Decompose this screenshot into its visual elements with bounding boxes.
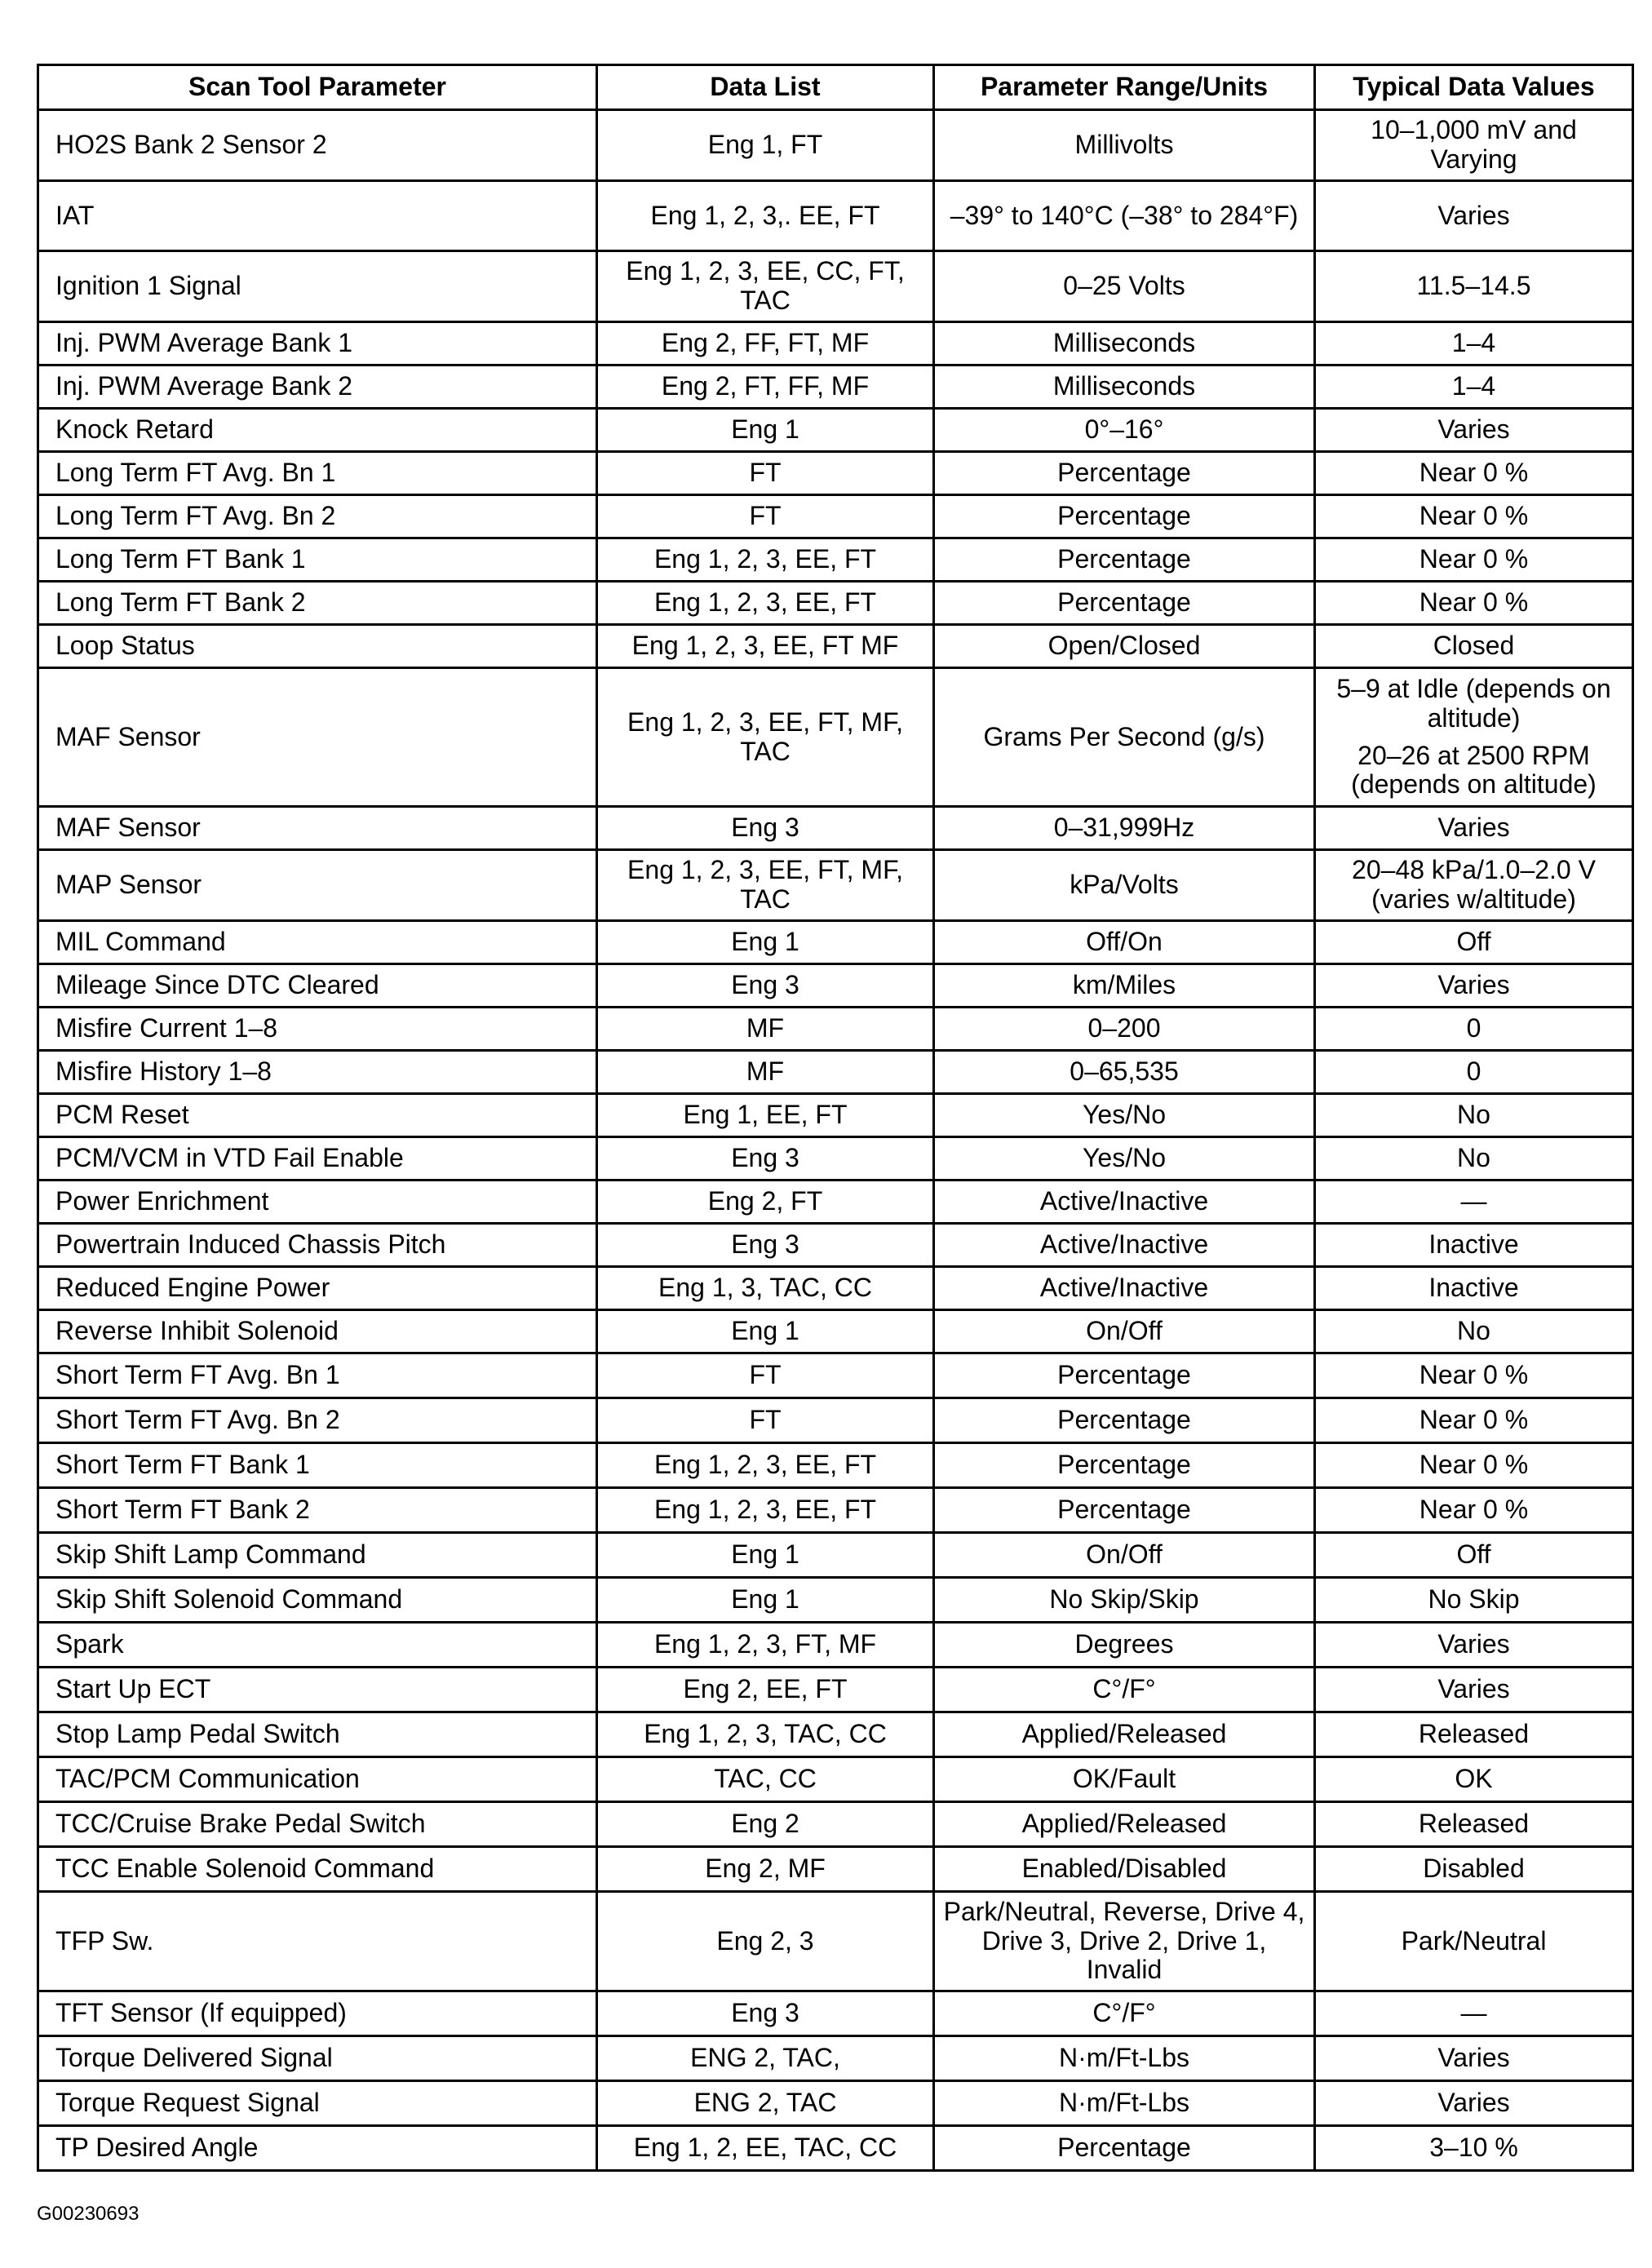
- cell-typical-values: No: [1315, 1094, 1633, 1137]
- cell-range-units: Active/Inactive: [934, 1267, 1315, 1310]
- figure-code: G00230693: [37, 2203, 140, 2225]
- cell-data-list: ENG 2, TAC,: [597, 2036, 934, 2081]
- cell-data-list: TAC, CC: [597, 1757, 934, 1802]
- table-row: [38, 1267, 1633, 1310]
- table-row: [38, 2081, 1633, 2126]
- cell-typical-values: Released: [1315, 1802, 1633, 1847]
- cell-typical-values: 20–48 kPa/1.0–2.0 V (varies w/altitude): [1315, 850, 1633, 921]
- cell-parameter: Inj. PWM Average Bank 2: [38, 365, 597, 409]
- cell-parameter: HO2S Bank 2 Sensor 2: [38, 110, 597, 181]
- cell-parameter: Reduced Engine Power: [38, 1267, 597, 1310]
- table-row: [38, 1712, 1633, 1757]
- cell-data-list: Eng 1, 3, TAC, CC: [597, 1267, 934, 1310]
- table-row: [38, 452, 1633, 495]
- table-row: [38, 1310, 1633, 1353]
- table-row: [38, 2126, 1633, 2171]
- cell-data-list: Eng 1, 2, 3, EE, FT: [597, 1443, 934, 1488]
- cell-range-units: N·m/Ft-Lbs: [934, 2036, 1315, 2081]
- cell-parameter: Torque Request Signal: [38, 2081, 597, 2126]
- cell-parameter: Loop Status: [38, 625, 597, 668]
- cell-typical-values: Varies: [1315, 807, 1633, 850]
- cell-parameter: Power Enrichment: [38, 1181, 597, 1224]
- table-row: [38, 1991, 1633, 2036]
- cell-range-units: Percentage: [934, 1353, 1315, 1398]
- table-row: [38, 409, 1633, 452]
- cell-typical-values: 0: [1315, 1051, 1633, 1094]
- header-row: [38, 65, 1633, 110]
- cell-parameter: Long Term FT Avg. Bn 2: [38, 495, 597, 538]
- cell-data-list: Eng 2: [597, 1802, 934, 1847]
- typical-value-line: 5–9 at Idle (depends on altitude): [1336, 673, 1611, 733]
- cell-typical-values: 3–10 %: [1315, 2126, 1633, 2171]
- cell-range-units: Percentage: [934, 1398, 1315, 1443]
- cell-range-units: 0–25 Volts: [934, 251, 1315, 322]
- cell-range-units: Percentage: [934, 538, 1315, 582]
- cell-typical-values: Released: [1315, 1712, 1633, 1757]
- cell-range-units: Yes/No: [934, 1137, 1315, 1181]
- cell-data-list: Eng 1, 2, 3, EE, FT, MF, TAC: [597, 850, 934, 921]
- table-row: [38, 625, 1633, 668]
- cell-parameter: MAP Sensor: [38, 850, 597, 921]
- cell-typical-values: Varies: [1315, 1668, 1633, 1712]
- cell-range-units: Grams Per Second (g/s): [934, 668, 1315, 807]
- cell-data-list: Eng 1, 2, 3, EE, FT: [597, 538, 934, 582]
- cell-data-list: Eng 3: [597, 1991, 934, 2036]
- cell-typical-values: Near 0 %: [1315, 1488, 1633, 1533]
- cell-typical-values: [1315, 668, 1633, 807]
- cell-parameter: MAF Sensor: [38, 807, 597, 850]
- cell-parameter: Skip Shift Lamp Command: [38, 1533, 597, 1578]
- cell-range-units: Off/On: [934, 921, 1315, 964]
- cell-typical-values: 1–4: [1315, 365, 1633, 409]
- table-body: [38, 110, 1633, 2171]
- cell-parameter: TP Desired Angle: [38, 2126, 597, 2171]
- cell-data-list: Eng 1, 2, 3, TAC, CC: [597, 1712, 934, 1757]
- cell-data-list: Eng 2, FT: [597, 1181, 934, 1224]
- table-row: [38, 181, 1633, 251]
- cell-parameter: TFT Sensor (If equipped): [38, 1991, 597, 2036]
- table-row: [38, 1802, 1633, 1847]
- cell-data-list: Eng 1, 2, 3, EE, FT: [597, 1488, 934, 1533]
- typical-value-line: 20–26 at 2500 RPM (depends on altitude): [1351, 740, 1597, 800]
- table-row: [38, 1443, 1633, 1488]
- cell-parameter: Ignition 1 Signal: [38, 251, 597, 322]
- cell-range-units: Percentage: [934, 452, 1315, 495]
- table-row: [38, 1094, 1633, 1137]
- cell-parameter: Long Term FT Bank 2: [38, 582, 597, 625]
- cell-parameter: Inj. PWM Average Bank 1: [38, 322, 597, 365]
- cell-parameter: TAC/PCM Communication: [38, 1757, 597, 1802]
- cell-range-units: C°/F°: [934, 1991, 1315, 2036]
- cell-data-list: Eng 2, 3: [597, 1892, 934, 1991]
- cell-typical-values: OK: [1315, 1757, 1633, 1802]
- cell-typical-values: Varies: [1315, 409, 1633, 452]
- table-row: [38, 1224, 1633, 1267]
- cell-data-list: Eng 2, MF: [597, 1847, 934, 1892]
- cell-parameter: Short Term FT Avg. Bn 2: [38, 1398, 597, 1443]
- table-row: [38, 1008, 1633, 1051]
- table-row: [38, 495, 1633, 538]
- table-row: [38, 1757, 1633, 1802]
- cell-data-list: Eng 3: [597, 1224, 934, 1267]
- cell-data-list: FT: [597, 1353, 934, 1398]
- cell-range-units: Enabled/Disabled: [934, 1847, 1315, 1892]
- table-row: [38, 1668, 1633, 1712]
- cell-range-units: Millivolts: [934, 110, 1315, 181]
- cell-typical-values: Varies: [1315, 181, 1633, 251]
- cell-typical-values: Inactive: [1315, 1267, 1633, 1310]
- cell-data-list: Eng 2, FT, FF, MF: [597, 365, 934, 409]
- table-row: [38, 365, 1633, 409]
- cell-data-list: Eng 2, EE, FT: [597, 1668, 934, 1712]
- table-row: [38, 538, 1633, 582]
- cell-range-units: Degrees: [934, 1623, 1315, 1668]
- cell-parameter: Short Term FT Bank 2: [38, 1488, 597, 1533]
- cell-range-units: –39° to 140°C (–38° to 284°F): [934, 181, 1315, 251]
- cell-typical-values: No: [1315, 1137, 1633, 1181]
- cell-data-list: Eng 3: [597, 964, 934, 1008]
- cell-parameter: Short Term FT Avg. Bn 1: [38, 1353, 597, 1398]
- cell-range-units: Yes/No: [934, 1094, 1315, 1137]
- cell-parameter: PCM/VCM in VTD Fail Enable: [38, 1137, 597, 1181]
- cell-range-units: C°/F°: [934, 1668, 1315, 1712]
- cell-data-list: FT: [597, 495, 934, 538]
- cell-parameter: Powertrain Induced Chassis Pitch: [38, 1224, 597, 1267]
- cell-typical-values: Varies: [1315, 2036, 1633, 2081]
- cell-typical-values: Near 0 %: [1315, 495, 1633, 538]
- cell-typical-values: —: [1315, 1181, 1633, 1224]
- cell-parameter: Start Up ECT: [38, 1668, 597, 1712]
- cell-parameter: Reverse Inhibit Solenoid: [38, 1310, 597, 1353]
- cell-data-list: MF: [597, 1008, 934, 1051]
- cell-range-units: Open/Closed: [934, 625, 1315, 668]
- cell-data-list: Eng 1: [597, 1533, 934, 1578]
- table-row: [38, 582, 1633, 625]
- table-row: [38, 964, 1633, 1008]
- cell-parameter: Torque Delivered Signal: [38, 2036, 597, 2081]
- cell-range-units: OK/Fault: [934, 1757, 1315, 1802]
- cell-typical-values: Near 0 %: [1315, 1353, 1633, 1398]
- cell-range-units: 0–200: [934, 1008, 1315, 1051]
- cell-range-units: Park/Neutral, Reverse, Drive 4, Drive 3, Drive 2, Drive 1, Invalid: [934, 1892, 1315, 1991]
- cell-parameter: MAF Sensor: [38, 668, 597, 807]
- cell-typical-values: 10–1,000 mV and Varying: [1315, 110, 1633, 181]
- cell-range-units: Percentage: [934, 2126, 1315, 2171]
- cell-range-units: On/Off: [934, 1533, 1315, 1578]
- table-row: [38, 1398, 1633, 1443]
- cell-parameter: Short Term FT Bank 1: [38, 1443, 597, 1488]
- cell-data-list: Eng 1, 2, 3, EE, FT: [597, 582, 934, 625]
- cell-range-units: Percentage: [934, 1488, 1315, 1533]
- cell-parameter: Long Term FT Avg. Bn 1: [38, 452, 597, 495]
- cell-typical-values: 0: [1315, 1008, 1633, 1051]
- header-data-list: Data List: [597, 65, 934, 110]
- cell-data-list: FT: [597, 452, 934, 495]
- cell-typical-values: Varies: [1315, 1623, 1633, 1668]
- cell-range-units: Active/Inactive: [934, 1224, 1315, 1267]
- cell-parameter: Spark: [38, 1623, 597, 1668]
- table-row: [38, 1892, 1633, 1991]
- cell-data-list: FT: [597, 1398, 934, 1443]
- cell-data-list: Eng 1, 2, 3, EE, FT MF: [597, 625, 934, 668]
- cell-typical-values: Off: [1315, 921, 1633, 964]
- cell-typical-values: 11.5–14.5: [1315, 251, 1633, 322]
- cell-typical-values: Disabled: [1315, 1847, 1633, 1892]
- cell-data-list: Eng 1: [597, 1310, 934, 1353]
- cell-range-units: Percentage: [934, 582, 1315, 625]
- table-row: [38, 850, 1633, 921]
- table-row: [38, 1137, 1633, 1181]
- cell-parameter: TCC/Cruise Brake Pedal Switch: [38, 1802, 597, 1847]
- cell-typical-values: Inactive: [1315, 1224, 1633, 1267]
- table-row: [38, 1623, 1633, 1668]
- header-scan-tool-parameter: Scan Tool Parameter: [38, 65, 597, 110]
- cell-typical-values: Near 0 %: [1315, 452, 1633, 495]
- cell-typical-values: —: [1315, 1991, 1633, 2036]
- cell-typical-values: Closed: [1315, 625, 1633, 668]
- cell-parameter: TCC Enable Solenoid Command: [38, 1847, 597, 1892]
- cell-data-list: Eng 1, 2, EE, TAC, CC: [597, 2126, 934, 2171]
- cell-data-list: Eng 1, 2, 3, EE, FT, MF, TAC: [597, 668, 934, 807]
- cell-typical-values: Near 0 %: [1315, 1443, 1633, 1488]
- cell-data-list: Eng 1, 2, 3, FT, MF: [597, 1623, 934, 1668]
- cell-typical-values: Varies: [1315, 964, 1633, 1008]
- cell-typical-values: Near 0 %: [1315, 582, 1633, 625]
- cell-data-list: Eng 1: [597, 409, 934, 452]
- cell-parameter: Mileage Since DTC Cleared: [38, 964, 597, 1008]
- table-row: [38, 2036, 1633, 2081]
- cell-data-list: Eng 1: [597, 921, 934, 964]
- cell-data-list: ENG 2, TAC: [597, 2081, 934, 2126]
- cell-data-list: Eng 2, FF, FT, MF: [597, 322, 934, 365]
- cell-parameter: Long Term FT Bank 1: [38, 538, 597, 582]
- table-row: [38, 1847, 1633, 1892]
- cell-range-units: Milliseconds: [934, 322, 1315, 365]
- cell-range-units: Percentage: [934, 1443, 1315, 1488]
- cell-range-units: Active/Inactive: [934, 1181, 1315, 1224]
- cell-parameter: PCM Reset: [38, 1094, 597, 1137]
- table-row: [38, 322, 1633, 365]
- cell-parameter: Stop Lamp Pedal Switch: [38, 1712, 597, 1757]
- cell-range-units: N·m/Ft-Lbs: [934, 2081, 1315, 2126]
- cell-typical-values: No: [1315, 1310, 1633, 1353]
- table-row: [38, 1578, 1633, 1623]
- cell-data-list: Eng 3: [597, 1137, 934, 1181]
- cell-data-list: Eng 1, FT: [597, 110, 934, 181]
- cell-data-list: Eng 1, 2, 3,. EE, FT: [597, 181, 934, 251]
- cell-typical-values: Near 0 %: [1315, 538, 1633, 582]
- cell-data-list: MF: [597, 1051, 934, 1094]
- cell-parameter: Misfire History 1–8: [38, 1051, 597, 1094]
- cell-typical-values: 1–4: [1315, 322, 1633, 365]
- cell-range-units: km/Miles: [934, 964, 1315, 1008]
- cell-typical-values: No Skip: [1315, 1578, 1633, 1623]
- cell-range-units: 0–31,999Hz: [934, 807, 1315, 850]
- cell-parameter: Skip Shift Solenoid Command: [38, 1578, 597, 1623]
- cell-typical-values: Off: [1315, 1533, 1633, 1578]
- cell-parameter: MIL Command: [38, 921, 597, 964]
- cell-parameter: Knock Retard: [38, 409, 597, 452]
- cell-parameter: TFP Sw.: [38, 1892, 597, 1991]
- cell-range-units: On/Off: [934, 1310, 1315, 1353]
- cell-range-units: 0–65,535: [934, 1051, 1315, 1094]
- table-row: [38, 1181, 1633, 1224]
- header-typical-data-values: Typical Data Values: [1315, 65, 1633, 110]
- cell-range-units: kPa/Volts: [934, 850, 1315, 921]
- cell-data-list: Eng 3: [597, 807, 934, 850]
- table-row: [38, 1051, 1633, 1094]
- cell-typical-values: Varies: [1315, 2081, 1633, 2126]
- cell-typical-values: Near 0 %: [1315, 1398, 1633, 1443]
- cell-range-units: Applied/Released: [934, 1802, 1315, 1847]
- table-row: [38, 668, 1633, 807]
- cell-data-list: Eng 1, 2, 3, EE, CC, FT, TAC: [597, 251, 934, 322]
- cell-data-list: Eng 1, EE, FT: [597, 1094, 934, 1137]
- cell-data-list: Eng 1: [597, 1578, 934, 1623]
- table-row: [38, 921, 1633, 964]
- table-row: [38, 1353, 1633, 1398]
- table-row: [38, 251, 1633, 322]
- table-row: [38, 110, 1633, 181]
- cell-parameter: Misfire Current 1–8: [38, 1008, 597, 1051]
- cell-range-units: Applied/Released: [934, 1712, 1315, 1757]
- cell-parameter: IAT: [38, 181, 597, 251]
- header-parameter-range-units: Parameter Range/Units: [934, 65, 1315, 110]
- cell-range-units: Percentage: [934, 495, 1315, 538]
- cell-range-units: Milliseconds: [934, 365, 1315, 409]
- table-row: [38, 1533, 1633, 1578]
- table-row: [38, 807, 1633, 850]
- scan-tool-data-table: [37, 64, 1634, 2172]
- cell-range-units: 0°–16°: [934, 409, 1315, 452]
- cell-typical-values: Park/Neutral: [1315, 1892, 1633, 1991]
- cell-range-units: No Skip/Skip: [934, 1578, 1315, 1623]
- table-row: [38, 1488, 1633, 1533]
